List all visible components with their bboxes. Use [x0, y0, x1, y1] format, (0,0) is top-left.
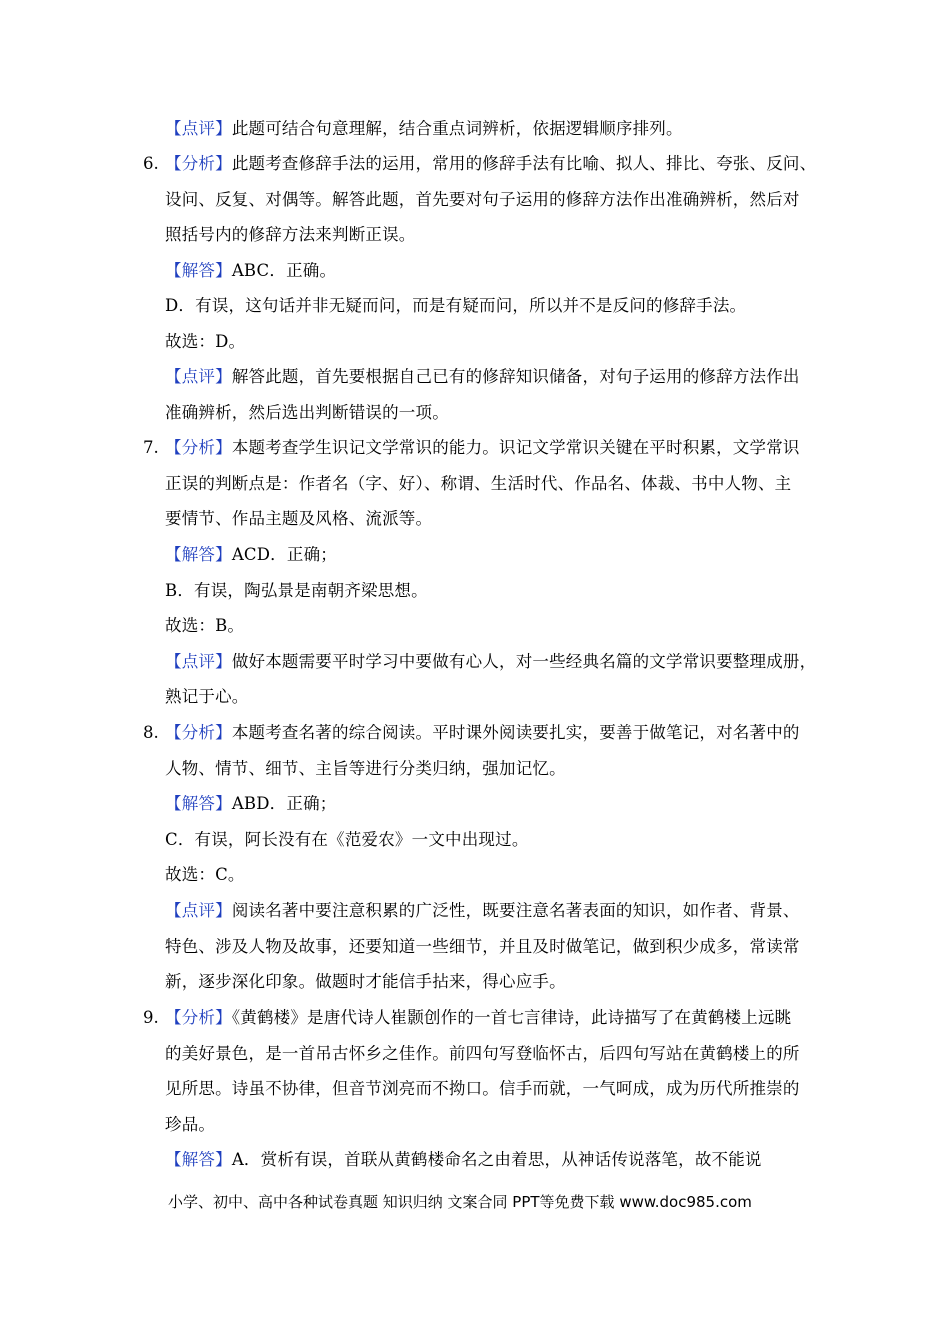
section-tag: 【分析】: [165, 154, 232, 173]
text-line: [165, 758, 566, 780]
line-text: 见所思。诗虽不协律，但音节浏亮而不拗口。信手而就，一气呵成，成为历代所推崇的: [165, 1079, 800, 1098]
text-line: [165, 473, 791, 495]
section-tag: 【解答】: [165, 1150, 232, 1169]
line-text: D．有误，这句话并非无疑而问，而是有疑而问，所以并不是反问的修辞手法。: [165, 296, 747, 315]
line-text: 此题考查修辞手法的运用，常用的修辞手法有比喻、拟人、排比、夸张、反问、: [231, 154, 817, 173]
line-text: B．有误，陶弘景是南朝齐梁思想。: [165, 581, 428, 600]
line-text: 熟记于心。: [165, 687, 249, 706]
line-text: 设问、反复、对偶等。解答此题，首先要对句子运用的修辞方法作出准确辨析，然后对: [165, 190, 800, 209]
line-text: ACD．正确；: [231, 545, 337, 564]
line-text: 照括号内的修辞方法来判断正误。: [165, 225, 416, 244]
text-line: [165, 402, 449, 424]
question-number: 8.: [143, 723, 159, 742]
text-line: [165, 1149, 762, 1171]
page-footer: 小学、初中、高中各种试卷真题 知识归纳 文案合同 PPT等免费下载 www.doc985.com: [168, 1193, 752, 1211]
text-line: [165, 793, 336, 815]
text-line: [165, 971, 566, 993]
section-tag: 【分析】: [165, 1008, 232, 1027]
line-text: 阅读名著中要注意积累的广泛性，既要注意名著表面的知识，如作者、背景、: [231, 901, 800, 920]
line-text: 珍品。: [165, 1115, 216, 1134]
text-line: [165, 864, 245, 886]
section-tag: 【解答】: [165, 794, 232, 813]
section-tag: 【分析】: [165, 723, 232, 742]
line-text: 解答此题，首先要根据自己已有的修辞知识储备，对句子运用的修辞方法作出: [231, 367, 800, 386]
line-text: 本题考查学生识记文学常识的能力。识记文学常识关键在平时积累，文学常识: [231, 438, 800, 457]
text-line: [165, 1043, 800, 1065]
text-line: [165, 331, 245, 353]
line-text: 故选：D。: [165, 332, 246, 351]
text-line: [165, 722, 800, 744]
section-tag: 【点评】: [165, 901, 232, 920]
section-tag: 【解答】: [165, 545, 232, 564]
text-line: [165, 189, 800, 211]
text-line: [165, 651, 816, 673]
text-line: [165, 366, 800, 388]
text-line: [165, 686, 249, 708]
text-line: [165, 508, 432, 530]
section-tag: 【解答】: [165, 261, 232, 280]
text-line: [165, 295, 746, 317]
line-text: 故选：B。: [165, 616, 245, 635]
line-text: 故选：C。: [165, 865, 245, 884]
text-line: [165, 580, 428, 602]
text-line: [165, 1078, 800, 1100]
section-tag: 【点评】: [165, 119, 232, 138]
line-text: 《黄鹤楼》是唐代诗人崔颢创作的一首七言律诗，此诗描写了在黄鹤楼上远眺: [231, 1008, 792, 1027]
section-tag: 【点评】: [165, 652, 232, 671]
text-line: [165, 437, 800, 459]
line-text: ABC．正确。: [231, 261, 337, 280]
line-text: 此题可结合句意理解，结合重点词辨析，依据逻辑顺序排列。: [231, 119, 683, 138]
text-line: [165, 153, 816, 175]
question-number: 9.: [143, 1008, 159, 1027]
line-text: 的美好景色，是一首吊古怀乡之佳作。前四句写登临怀古，后四句写站在黄鹤楼上的所: [165, 1044, 800, 1063]
line-text: 特色、涉及人物及故事，还要知道一些细节，并且及时做笔记，做到积少成多，常读常: [165, 937, 800, 956]
line-text: A．赏析有误，首联从黄鹤楼命名之由着思，从神话传说落笔，故不能说: [231, 1150, 762, 1169]
text-line: [165, 936, 800, 958]
line-text: 正误的判断点是：作者名（字、好）、称谓、生活时代、作品名、体裁、书中人物、主: [165, 474, 792, 493]
line-text: 新，逐步深化印象。做题时才能信手拈来，得心应手。: [165, 972, 566, 991]
line-text: ABD．正确；: [231, 794, 337, 813]
line-text: 本题考查名著的综合阅读。平时课外阅读要扎实，要善于做笔记，对名著中的: [231, 723, 800, 742]
line-text: 人物、情节、细节、主旨等进行分类归纳，强加记忆。: [165, 759, 566, 778]
text-line: [165, 224, 416, 246]
section-tag: 【分析】: [165, 438, 232, 457]
text-line: [165, 829, 529, 851]
question-number: 6.: [143, 154, 159, 173]
section-tag: 【点评】: [165, 367, 232, 386]
text-line: [165, 900, 800, 922]
line-text: C．有误，阿长没有在《范爱农》一文中出现过。: [165, 830, 529, 849]
text-line: [165, 615, 244, 637]
text-line: [165, 1007, 791, 1029]
text-line: [165, 260, 336, 282]
text-line: [165, 544, 337, 566]
line-text: 要情节、作品主题及风格、流派等。: [165, 509, 433, 528]
question-number: 7.: [143, 438, 159, 457]
line-text: 做好本题需要平时学习中要做有心人，对一些经典名篇的文学常识要整理成册，: [231, 652, 817, 671]
line-text: 准确辨析，然后选出判断错误的一项。: [165, 403, 449, 422]
text-line: [165, 1114, 215, 1136]
text-line: [165, 118, 683, 140]
